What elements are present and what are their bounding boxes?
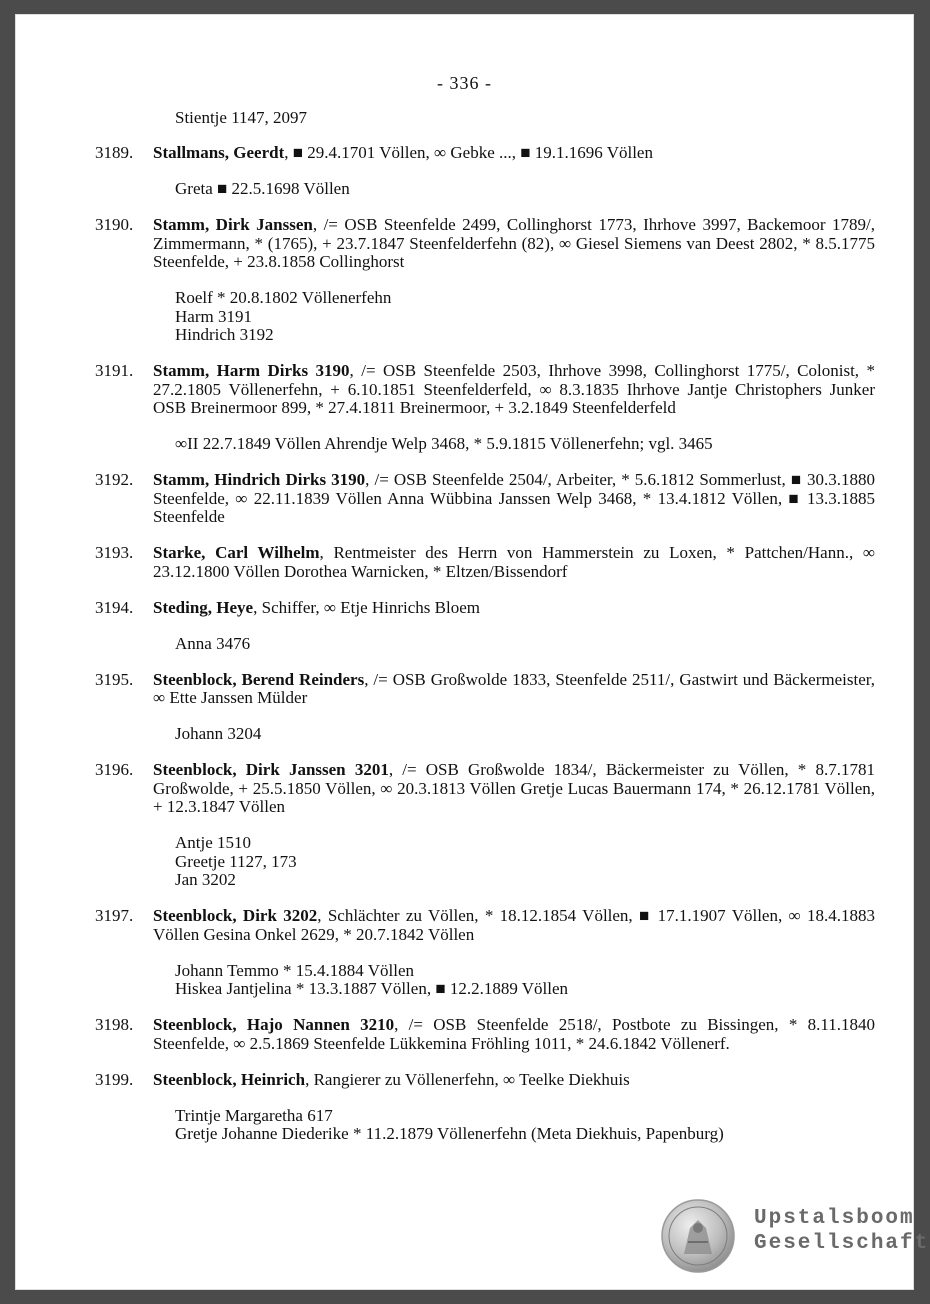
child-line: Johann 3204 xyxy=(175,724,262,743)
entry-text: , /= OSB Großwolde 1834/, Bäckermeister zu Völlen, * 8.7.1781 Großwolde, + 25.5.1850 Völlen, ∞ 20.3.1813 Völlen Gretje Lucas Bauermann 174, * 26.12.1781 Völlen, + 12.3.1847 Völlen xyxy=(153,760,875,816)
entry-number: 3192. xyxy=(95,470,134,489)
entry-text: , Schiffer, ∞ Etje Hinrichs Bloem xyxy=(253,597,480,617)
children-list xyxy=(153,834,875,890)
child-line: Johann Temmo * 15.4.1884 Völlen xyxy=(175,960,415,980)
entry-text: , /= OSB Steenfelde 2518/, Postbote zu Bissingen, * 8.11.1840 Steenfelde, ∞ 2.5.1869 Steenfelde Lükkemina Fröhling 1011, * 24.6.1842 Völlenerf. xyxy=(153,1015,875,1053)
entry-number: 3196. xyxy=(95,760,134,779)
entry-3199 xyxy=(95,1071,875,1144)
child-line: Greta ■ 22.5.1698 Völlen xyxy=(175,179,350,198)
entry-3192 xyxy=(95,471,875,527)
entry-body xyxy=(153,471,875,527)
entry-number: 3194. xyxy=(95,597,134,617)
entry-body xyxy=(153,671,875,744)
child-line: Gretje Johanne Diederike * 11.2.1879 Völlenerfehn (Meta Diekhuis, Papenburg) xyxy=(175,1124,724,1143)
entry-body xyxy=(153,1016,875,1053)
entry-text: , Rentmeister des Herrn von Hammerstein zu Loxen, * Pattchen/Hann., ∞ 23.12.1800 Völlen Dorothea Warnicken, * Eltzen/Bissendorf xyxy=(153,543,875,581)
entry-name: Steding, Heye xyxy=(153,597,254,617)
entry-number: 3198. xyxy=(95,1015,134,1034)
page-number: - 336 - xyxy=(437,73,492,93)
entry-3189 xyxy=(95,144,875,199)
entry-text: , /= OSB Steenfelde 2499, Collinghorst 1773, Ihrhove 3997, Backemoor 1789/, Zimmermann, * (1765), + 23.7.1847 Steenfelderfehn (82), ∞ Giesel Siemens van Deest 2802, * 8.5.1775 Steenfelde, + 23.8.1858 Collinghorst xyxy=(153,215,875,271)
children-list xyxy=(153,725,875,744)
entry-body xyxy=(153,907,875,999)
brand-line-2: Gesellschaft xyxy=(754,1232,930,1255)
publisher-logo xyxy=(660,1198,930,1278)
entry-3195 xyxy=(95,671,875,744)
children-list xyxy=(153,289,875,345)
seal-icon xyxy=(660,1198,736,1274)
entry-name: Steenblock, Dirk 3202 xyxy=(153,906,318,925)
entry-body xyxy=(153,216,875,345)
entry-body xyxy=(153,599,875,654)
entry-text: , /= OSB Steenfelde 2503, Ihrhove 3998, Collinghorst 1775/, Colonist, * 27.2.1805 Völlenerfehn, + 6.10.1851 Steenfelderfeld, ∞ 8.3.1835 Ihrhove Jantje Christophers Junker OSB Breinermoor 899, * 27.4.1811 Breinermoor, + 3.2.1849 Steenfelderfeld xyxy=(153,361,875,417)
entry-number: 3199. xyxy=(95,1069,134,1089)
children-list xyxy=(153,180,875,199)
brand-line-1: Upstalsboom xyxy=(754,1207,915,1230)
entry-text: , /= OSB Steenfelde 2504/, Arbeiter, * 5.6.1812 Sommerlust, ■ 30.3.1880 Steenfelde, ∞ 22.11.1839 Völlen Anna Wübbina Janssen Welp 3468, * 13.4.1812 Völlen, ■ 13.3.1885 Steenfelde xyxy=(153,470,875,526)
entry-number: 3197. xyxy=(95,906,134,925)
entry-name: Steenblock, Berend Reinders xyxy=(153,669,365,689)
children-list xyxy=(153,635,875,654)
entry-3191 xyxy=(95,362,875,454)
entry-text: , Schlächter zu Völlen, * 18.12.1854 Völlen, ■ 17.1.1907 Völlen, ∞ 18.4.1883 Völlen Gesina Onkel 2629, * 20.7.1842 Völlen xyxy=(153,906,875,944)
entry-3190 xyxy=(95,216,875,345)
entry-body xyxy=(153,761,875,890)
entry-name: Stallmans, Geerdt xyxy=(153,143,285,162)
entry-3196 xyxy=(95,761,875,890)
entry-name: Steenblock, Hajo Nannen 3210 xyxy=(153,1015,395,1034)
entry-name: Stamm, Dirk Janssen xyxy=(153,215,313,234)
entry-number: 3193. xyxy=(95,543,134,562)
document-page xyxy=(15,14,930,1290)
child-line: Anna 3476 xyxy=(175,633,251,653)
children-list xyxy=(153,962,875,999)
child-line: Greetje 1127, 173 xyxy=(175,851,297,871)
entry-text: , ■ 29.4.1701 Völlen, ∞ Gebke ..., ■ 19.1.1696 Völlen xyxy=(284,143,653,162)
children-list xyxy=(153,435,875,454)
child-line: ∞II 22.7.1849 Völlen Ahrendje Welp 3468, * 5.9.1815 Völlenerfehn; vgl. 3465 xyxy=(175,434,713,453)
child-line: Hiskea Jantjelina * 13.3.1887 Völlen, ■ 12.2.1889 Völlen xyxy=(175,979,569,998)
children-list xyxy=(153,1107,875,1144)
entry-number: 3195. xyxy=(95,669,134,689)
entry-body xyxy=(153,1071,875,1144)
entry-body xyxy=(153,144,875,199)
child-line: Hindrich 3192 xyxy=(175,325,274,344)
entry-name: Steenblock, Dirk Janssen 3201 xyxy=(153,760,389,779)
entry-text: , /= OSB Großwolde 1833, Steenfelde 2511/, Gastwirt und Bäckermeister, ∞ Ette Janssen Mülder xyxy=(153,669,875,707)
brand-text xyxy=(754,1206,929,1256)
entry-body xyxy=(153,544,875,581)
entry-name: Steenblock, Heinrich xyxy=(153,1069,306,1089)
entry-name: Stamm, Harm Dirks 3190 xyxy=(153,361,350,380)
entry-3193 xyxy=(95,544,875,581)
entry-body xyxy=(153,362,875,454)
child-line: Roelf * 20.8.1802 Völlenerfehn xyxy=(175,288,392,307)
entry-3197 xyxy=(95,907,875,999)
child-line: Trintje Margaretha 617 xyxy=(175,1105,333,1125)
entry-name: Starke, Carl Wilhelm xyxy=(153,543,320,562)
entry-number: 3189. xyxy=(95,143,134,162)
entry-3194 xyxy=(95,599,875,654)
entry-3198 xyxy=(95,1016,875,1053)
child-line: Antje 1510 xyxy=(175,833,252,852)
carry-over-line: Stientje 1147, 2097 xyxy=(175,108,308,127)
child-line: Harm 3191 xyxy=(175,306,252,326)
entry-text: , Rangierer zu Völlenerfehn, ∞ Teelke Diekhuis xyxy=(305,1069,630,1089)
child-line: Jan 3202 xyxy=(175,870,236,889)
entry-name: Stamm, Hindrich Dirks 3190 xyxy=(153,470,366,489)
entry-list xyxy=(95,144,875,1161)
entry-number: 3190. xyxy=(95,215,134,234)
entry-number: 3191. xyxy=(95,361,134,380)
